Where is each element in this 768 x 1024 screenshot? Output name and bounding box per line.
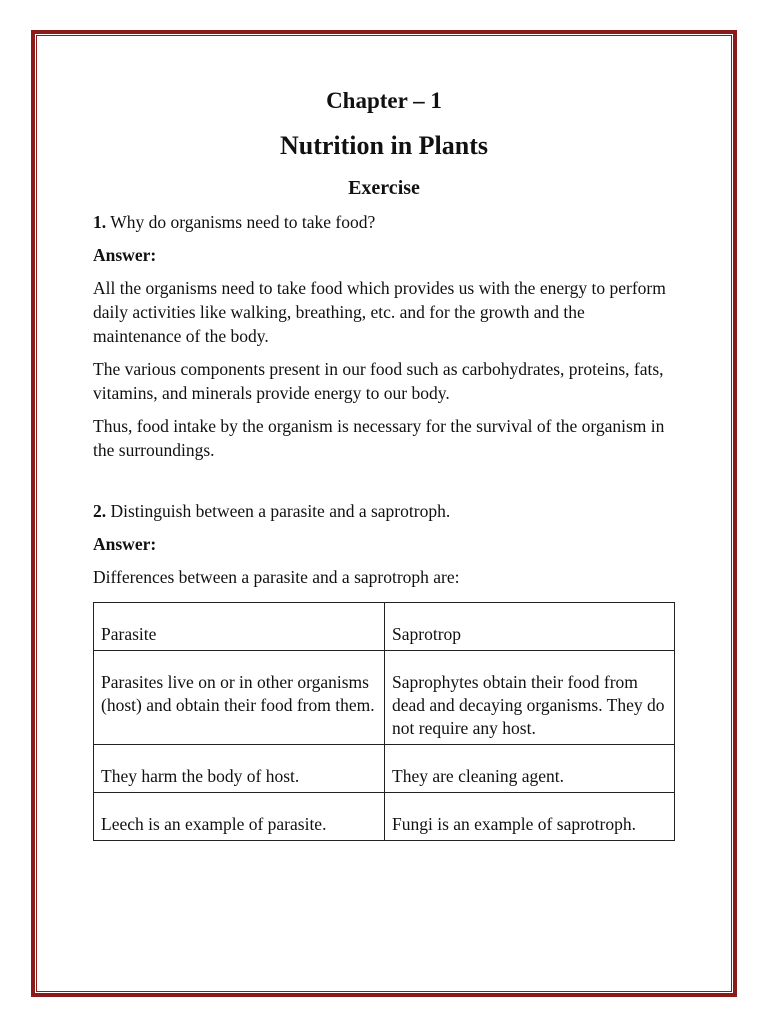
table-header-saprotroph: Saprotrop bbox=[385, 603, 675, 651]
question-1-text: Why do organisms need to take food? bbox=[110, 212, 376, 232]
question-1-number: 1. bbox=[93, 212, 107, 232]
question-1 bbox=[93, 210, 675, 234]
section-heading: Exercise bbox=[348, 177, 420, 199]
comparison-table bbox=[93, 602, 675, 841]
table-cell: Saprophytes obtain their food from dead and decaying organisms. They do not require any host. bbox=[385, 651, 675, 745]
answer-1-paragraph-2: The various components present in our food such as carbohydrates, proteins, fats, vitamins, and minerals provide energy to our body. bbox=[93, 359, 664, 403]
table-row bbox=[94, 793, 675, 841]
table-cell: They are cleaning agent. bbox=[385, 745, 675, 793]
spacer bbox=[93, 471, 675, 499]
answer-1-paragraph-1: All the organisms need to take food which provides us with the energy to perform daily activities like walking, breathing, etc. and for the growth and the maintenance of the body. bbox=[93, 278, 666, 346]
table-header-parasite: Parasite bbox=[94, 603, 385, 651]
answer-1-label: Answer: bbox=[93, 245, 157, 265]
question-2-text: Distinguish between a parasite and a saprotroph. bbox=[110, 501, 451, 521]
question-2-number: 2. bbox=[93, 501, 107, 521]
table-row bbox=[94, 745, 675, 793]
answer-1-paragraph-3: Thus, food intake by the organism is necessary for the survival of the organism in the surroundings. bbox=[93, 416, 665, 460]
table-cell: Fungi is an example of saprotroph. bbox=[385, 793, 675, 841]
table-cell: They harm the body of host. bbox=[94, 745, 385, 793]
answer-2-label: Answer: bbox=[93, 534, 157, 554]
answer-2-intro: Differences between a parasite and a saprotroph are: bbox=[93, 567, 460, 587]
chapter-title: Nutrition in Plants bbox=[279, 131, 489, 160]
page-content bbox=[93, 86, 675, 841]
table-row bbox=[94, 651, 675, 745]
chapter-heading: Chapter – 1 bbox=[326, 88, 442, 113]
table-cell: Parasites live on or in other organisms (host) and obtain their food from them. bbox=[94, 651, 385, 745]
question-2 bbox=[93, 499, 675, 523]
table-cell: Leech is an example of parasite. bbox=[94, 793, 385, 841]
table-header-row bbox=[94, 603, 675, 651]
